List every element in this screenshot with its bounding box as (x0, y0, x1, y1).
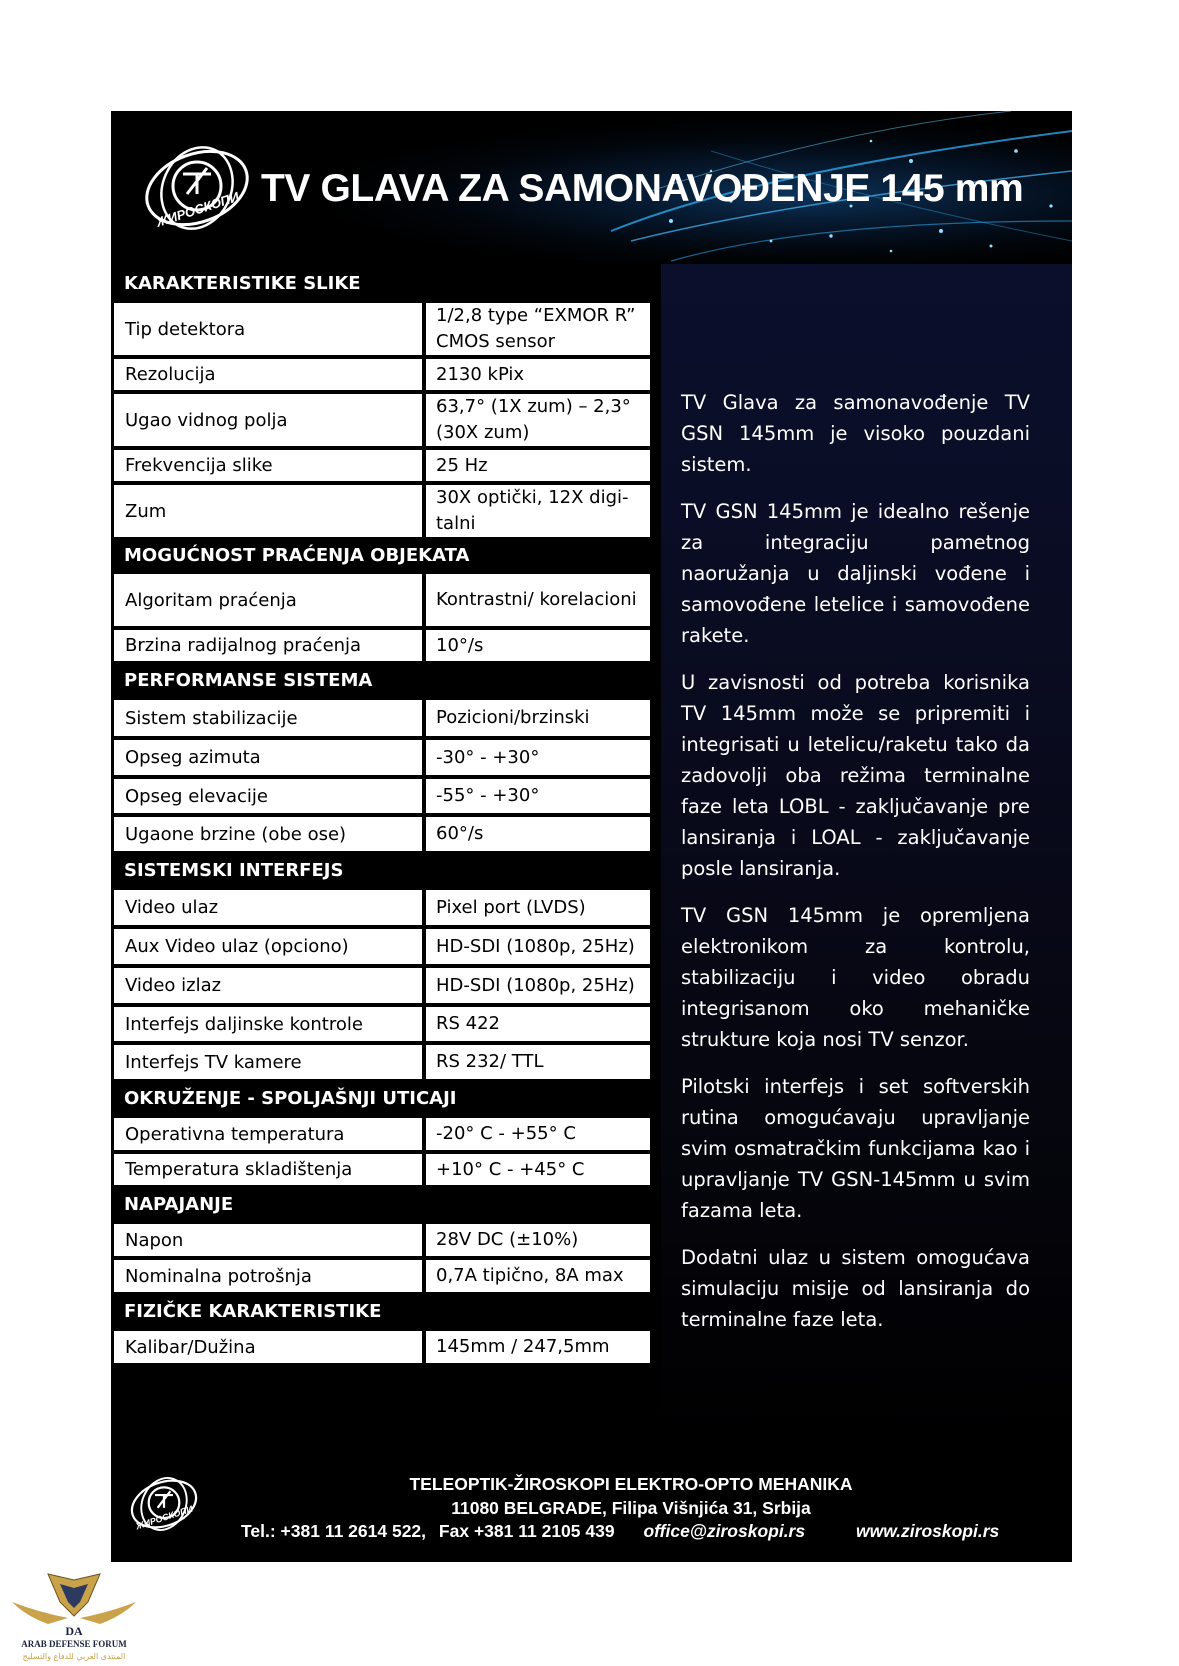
table-row (114, 450, 650, 481)
section-heading: KARAKTERISTIKE SLIKE (124, 273, 361, 294)
ziroskopi-logo-icon (139, 138, 255, 238)
table-row (114, 929, 650, 964)
section-heading: OKRUŽENJE - SPOLJAŠNJI UTICAJI (124, 1088, 457, 1109)
footer-logo-icon (127, 1472, 201, 1536)
row-label: Interfejs TV kamere (114, 1045, 426, 1079)
section-heading: FIZIČKE KARAKTERISTIKE (124, 1301, 382, 1322)
row-value: -30° - +30° (436, 746, 540, 768)
row-label: Nominalna potrošnja (114, 1260, 426, 1292)
table-row (114, 1260, 650, 1292)
table-row (114, 394, 650, 446)
row-value: 2130 kPix (436, 363, 525, 385)
table-row (114, 1007, 650, 1041)
description-paragraph: Dodatni ulaz u sistem omogućava simulaciju misije od lansiranja do terminalne faze leta. (681, 1246, 1030, 1331)
table-row (114, 630, 650, 661)
row-value: 28V DC (±10%) (436, 1229, 579, 1250)
row-value: 0,7A tipično, 8A max (436, 1265, 624, 1286)
section-heading: NAPAJANJE (124, 1194, 234, 1215)
row-value: RS 232/ TTL (436, 1051, 544, 1072)
row-value: -55° - +30° (436, 785, 540, 806)
row-label: Opseg elevacije (114, 779, 426, 813)
row-value: HD-SDI (1080p, 25Hz) (436, 974, 635, 996)
table-row (114, 1118, 650, 1150)
table-row (114, 890, 650, 925)
row-value: Pozicioni/brzinski (436, 707, 590, 728)
datasheet (111, 111, 1072, 1562)
row-value: 60°/s (436, 823, 484, 844)
row-value: -20° C - +55° C (436, 1123, 576, 1144)
row-label: Ugao vidnog polja (114, 394, 426, 446)
row-label: Frekvencija slike (114, 450, 426, 481)
table-row (114, 700, 650, 736)
row-value: 63,7° (1X zum) – 2,3° (30X zum) (436, 396, 631, 443)
row-label: Tip detektora (114, 303, 426, 355)
description-paragraph: TV GSN 145mm je idealno rešenje za integraciju pametnog naoružanja u daljinski vođene i samovođene letelice i samovođene rakete. (681, 500, 1030, 647)
section-heading: SISTEMSKI INTERFEJS (124, 860, 344, 881)
row-value: 1/2,8 type “EXMOR R” CMOS sensor (436, 305, 636, 352)
row-label: Brzina radijalnog praćenja (114, 630, 426, 661)
row-label: Kalibar/Dužina (114, 1331, 426, 1363)
website-link[interactable]: www.ziroskopi.rs (855, 1521, 1000, 1541)
table-row (114, 817, 650, 851)
arab-defense-forum-watermark-icon (8, 1572, 140, 1662)
row-value: 25 Hz (436, 454, 488, 476)
table-row (114, 574, 650, 626)
fax-number: Fax +381 11 2105 439 (438, 1521, 615, 1541)
email-link[interactable]: office@ziroskopi.rs (643, 1521, 806, 1541)
description-paragraph: Pilotski interfejs i set softverskih rutina omogućavaju upravljanje svim osmatračkim funkcijama kao i upravljanje TV GSN-145mm u svim fazama leta. (681, 1075, 1030, 1222)
table-row (114, 303, 650, 355)
row-label: Opseg azimuta (114, 740, 426, 775)
table-row (114, 485, 650, 537)
svg-text:ЖИРОСКОПИ: ЖИРОСКОПИ (154, 188, 241, 230)
description-paragraph: U zavisnosti od potreba korisnika TV 145mm može se pripremiti i integrisati u letelicu/raketu tako da zadovolji oba režima terminalne faze leta LOBL - zaključavanje pre lansiranja i LOAL - zaključavanje posle lansiranja. (681, 671, 1030, 880)
svg-text:DA: DA (65, 1624, 83, 1638)
table-row (114, 740, 650, 775)
page-title: TV GLAVA ZA SAMONAVOĐENJE 145 mm (261, 167, 1024, 210)
row-value: Pixel port (LVDS) (436, 896, 586, 918)
row-label: Operativna temperatura (114, 1118, 426, 1150)
row-label: Video izlaz (114, 968, 426, 1003)
description-paragraph: TV GSN 145mm je opremljena elektronikom za kontrolu, stabilizaciju i video obradu integrisanom oko mehaničke strukture koja nosi TV senzor. (681, 904, 1030, 1051)
row-label: Algoritam praćenja (114, 574, 426, 626)
row-label: Temperatura skladištenja (114, 1154, 426, 1185)
table-row (114, 1154, 650, 1185)
svg-text:ЖИРОСКОПИ: ЖИРОСКОПИ (134, 1503, 194, 1532)
row-value: 30X optički, 12X digi-talni (436, 487, 629, 534)
row-label: Sistem stabilizacije (114, 700, 426, 736)
row-label: Zum (114, 485, 426, 537)
header (111, 111, 1072, 264)
footer (111, 1450, 1072, 1562)
row-label: Napon (114, 1224, 426, 1256)
row-label: Aux Video ulaz (opciono) (114, 929, 426, 964)
table-row (114, 1331, 650, 1363)
row-value: RS 422 (436, 1013, 501, 1034)
section-heading: MOGUĆNOST PRAĆENJA OBJEKATA (124, 545, 470, 566)
row-value: 145mm / 247,5mm (436, 1336, 610, 1357)
product-description (681, 387, 1030, 1351)
table-row (114, 359, 650, 390)
row-value: +10° C - +45° C (436, 1158, 585, 1180)
table-row (114, 779, 650, 813)
table-row (114, 1045, 650, 1079)
row-label: Rezolucija (114, 359, 426, 390)
row-label: Interfejs daljinske kontrole (114, 1007, 426, 1041)
phone-number: Tel.: +381 11 2614 522, (241, 1521, 427, 1541)
table-row (114, 1224, 650, 1256)
description-paragraph: TV Glava za samonavođenje TV GSN 145mm je visoko pouzdani sistem. (681, 391, 1030, 476)
row-value: Kontrastni/ korelacioni (436, 589, 637, 610)
contact-line (241, 1521, 999, 1542)
row-label: Ugaone brzine (obe ose) (114, 817, 426, 851)
svg-text:ARAB DEFENSE FORUM: ARAB DEFENSE FORUM (21, 1639, 127, 1649)
svg-text:المنتدى العربي للدفاع والتسليح: المنتدى العربي للدفاع والتسليح (22, 1652, 126, 1661)
spec-table (111, 264, 651, 1367)
table-row (114, 968, 650, 1003)
company-address: 11080 BELGRADE, Filipa Višnjića 31, Srbija (451, 1498, 811, 1518)
company-name: TELEOPTIK-ŽIROSKOPI ELEKTRO-OPTO MEHANIKA (409, 1474, 853, 1494)
row-value: HD-SDI (1080p, 25Hz) (436, 935, 635, 957)
row-value: 10°/s (436, 634, 484, 656)
row-label: Video ulaz (114, 890, 426, 925)
section-heading: PERFORMANSE SISTEMA (124, 670, 373, 691)
